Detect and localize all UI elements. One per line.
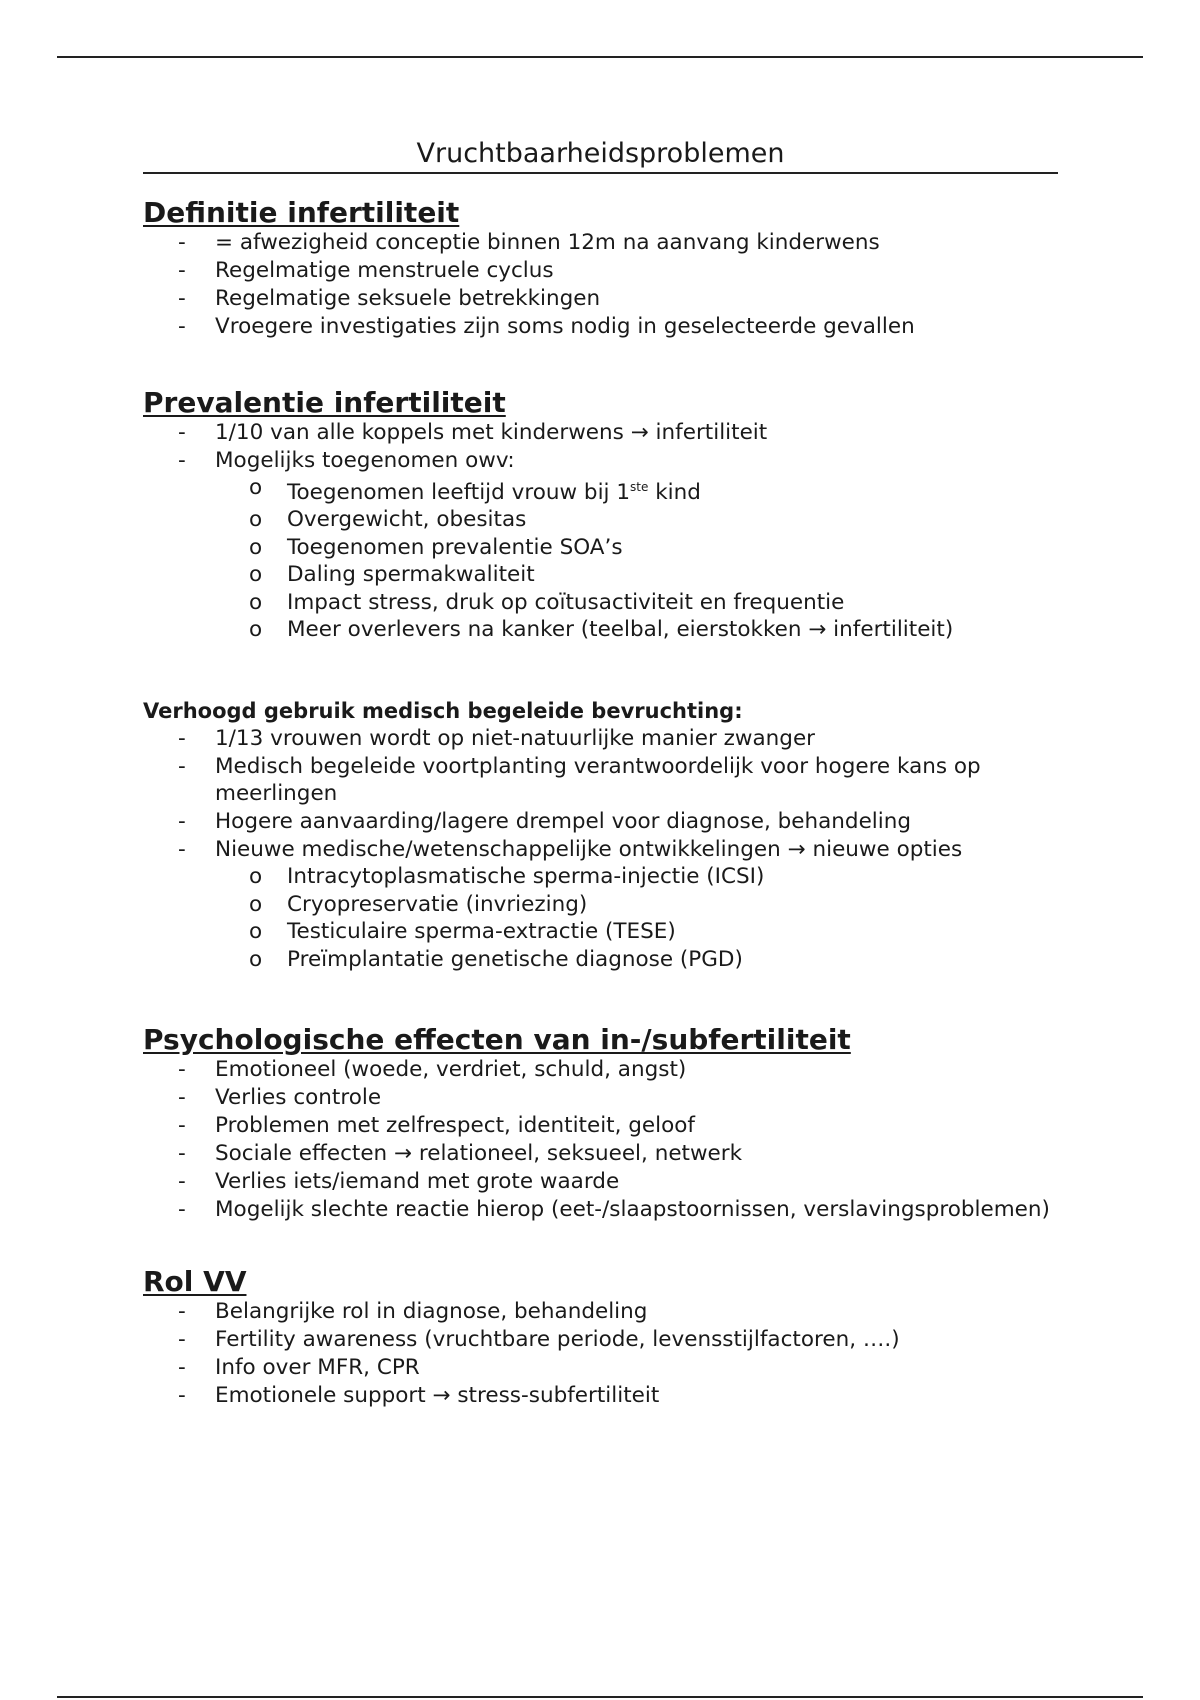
bullet-list bbox=[143, 725, 1058, 973]
list-item bbox=[143, 1326, 1058, 1353]
list-item bbox=[143, 1298, 1058, 1325]
sub-list-item-text: Meer overlevers na kanker (teelbal, eierstokken → infertiliteit) bbox=[287, 617, 954, 643]
list-item bbox=[143, 1056, 1058, 1083]
section-heading: Prevalentie infertiliteit bbox=[143, 386, 506, 420]
list-item bbox=[143, 285, 1058, 312]
list-item bbox=[143, 1168, 1058, 1195]
dash-bullet: - bbox=[178, 726, 186, 752]
sub-list-item bbox=[215, 891, 1058, 919]
dash-bullet: - bbox=[178, 1057, 186, 1083]
sub-list-item-text: Impact stress, druk op coïtusactiviteit en frequentie bbox=[287, 589, 845, 615]
list-item bbox=[143, 1354, 1058, 1381]
list-item-text: Hogere aanvaarding/lagere drempel voor diagnose, behandeling bbox=[215, 809, 912, 835]
section-heading: Psychologische effecten van in-/subfertiliteit bbox=[143, 1023, 851, 1057]
sub-bullet-list bbox=[215, 863, 1058, 973]
list-item-text: Mogelijks toegenomen owv: bbox=[215, 447, 515, 473]
list-item-text: Regelmatige seksuele betrekkingen bbox=[215, 286, 601, 312]
section-psychologisch bbox=[143, 1025, 1058, 1223]
list-item-text: Emotioneel (woede, verdriet, schuld, angst) bbox=[215, 1057, 687, 1083]
sub-list-item bbox=[215, 918, 1058, 946]
list-item bbox=[143, 257, 1058, 284]
list-item bbox=[143, 313, 1058, 340]
list-item bbox=[143, 753, 1058, 807]
list-item bbox=[143, 1084, 1058, 1111]
dash-bullet: - bbox=[178, 1298, 186, 1324]
dash-bullet: - bbox=[178, 258, 186, 284]
bullet-list bbox=[143, 419, 1058, 644]
list-item bbox=[143, 229, 1058, 256]
circle-bullet: o bbox=[249, 562, 263, 588]
circle-bullet: o bbox=[249, 891, 263, 917]
list-item-text: Regelmatige menstruele cyclus bbox=[215, 258, 554, 284]
document-title: Vruchtbaarheidsproblemen bbox=[143, 138, 1058, 174]
list-item bbox=[143, 1112, 1058, 1139]
sub-list-item bbox=[215, 616, 1058, 644]
list-item-text: Vroegere investigaties zijn soms nodig in geselecteerde gevallen bbox=[215, 314, 915, 340]
dash-bullet: - bbox=[178, 447, 186, 473]
sub-list-item-text: Toegenomen leeftijd vrouw bij 1ste kind bbox=[287, 479, 701, 505]
section-subheading: Verhoogd gebruik medisch begeleide bevruchting: bbox=[143, 698, 743, 723]
sub-list-item-text: Overgewicht, obesitas bbox=[287, 507, 527, 533]
dash-bullet: - bbox=[178, 314, 186, 340]
list-item bbox=[143, 419, 1058, 446]
sub-list-item bbox=[215, 561, 1058, 589]
dash-bullet: - bbox=[178, 286, 186, 312]
page-header-rule bbox=[57, 56, 1143, 58]
dash-bullet: - bbox=[178, 419, 186, 445]
dash-bullet: - bbox=[178, 1354, 186, 1380]
circle-bullet: o bbox=[249, 534, 263, 560]
list-item-text: 1/10 van alle koppels met kinderwens → infertiliteit bbox=[215, 419, 768, 445]
list-item bbox=[143, 447, 1058, 644]
document-body bbox=[143, 138, 1058, 1410]
section-definitie bbox=[143, 198, 1058, 340]
list-item-text: Fertility awareness (vruchtbare periode, levensstijlfactoren, ….) bbox=[215, 1326, 900, 1352]
sub-list-item-text: Daling spermakwaliteit bbox=[287, 562, 535, 588]
dash-bullet: - bbox=[178, 1141, 186, 1167]
list-item-text: Belangrijke rol in diagnose, behandeling bbox=[215, 1298, 648, 1324]
list-item-text: Medisch begeleide voortplanting verantwoordelijk voor hogere kans op meerlingen bbox=[215, 754, 981, 807]
dash-bullet: - bbox=[178, 1382, 186, 1408]
dash-bullet: - bbox=[178, 1197, 186, 1223]
circle-bullet: o bbox=[249, 474, 263, 500]
list-item-text: Emotionele support → stress-subfertiliteit bbox=[215, 1382, 660, 1408]
list-item-text: Problemen met zelfrespect, identiteit, geloof bbox=[215, 1113, 696, 1139]
list-item bbox=[143, 836, 1058, 973]
sub-list-item-text: Cryopreservatie (invriezing) bbox=[287, 891, 588, 917]
list-item bbox=[143, 725, 1058, 752]
dash-bullet: - bbox=[178, 1326, 186, 1352]
sub-list-item-text: Preïmplantatie genetische diagnose (PGD) bbox=[287, 946, 743, 972]
list-item-text: = afwezigheid conceptie binnen 12m na aanvang kinderwens bbox=[215, 230, 880, 256]
list-item-text: Mogelijk slechte reactie hierop (eet-/slaapstoornissen, verslavingsproblemen) bbox=[215, 1197, 1050, 1223]
list-item bbox=[143, 808, 1058, 835]
list-item-text: Nieuwe medische/wetenschappelijke ontwikkelingen → nieuwe opties bbox=[215, 837, 963, 863]
sub-list-item bbox=[215, 589, 1058, 617]
list-item-text: Verlies controle bbox=[215, 1085, 382, 1111]
sub-list-item bbox=[215, 946, 1058, 974]
list-item-text: Verlies iets/iemand met grote waarde bbox=[215, 1169, 620, 1195]
section-verhoogd-gebruik bbox=[143, 698, 1058, 973]
sub-list-item bbox=[215, 534, 1058, 562]
sub-bullet-list bbox=[215, 474, 1058, 644]
dash-bullet: - bbox=[178, 754, 186, 780]
list-item bbox=[143, 1140, 1058, 1167]
bullet-list bbox=[143, 1298, 1058, 1409]
circle-bullet: o bbox=[249, 919, 263, 945]
list-item bbox=[143, 1382, 1058, 1409]
dash-bullet: - bbox=[178, 1085, 186, 1111]
circle-bullet: o bbox=[249, 617, 263, 643]
list-item-text: Info over MFR, CPR bbox=[215, 1354, 420, 1380]
list-item-text: 1/13 vrouwen wordt op niet-natuurlijke manier zwanger bbox=[215, 726, 816, 752]
page-footer-rule bbox=[57, 1696, 1143, 1698]
list-item bbox=[143, 1196, 1058, 1223]
dash-bullet: - bbox=[178, 1113, 186, 1139]
bullet-list bbox=[143, 229, 1058, 340]
dash-bullet: - bbox=[178, 837, 186, 863]
bullet-list bbox=[143, 1056, 1058, 1223]
sub-list-item bbox=[215, 863, 1058, 891]
sub-list-item-text: Testiculaire sperma-extractie (TESE) bbox=[287, 919, 676, 945]
dash-bullet: - bbox=[178, 809, 186, 835]
sub-list-item-text: Intracytoplasmatische sperma-injectie (ICSI) bbox=[287, 864, 765, 890]
circle-bullet: o bbox=[249, 864, 263, 890]
sub-list-item bbox=[215, 506, 1058, 534]
section-rol-vv bbox=[143, 1267, 1058, 1409]
circle-bullet: o bbox=[249, 589, 263, 615]
section-heading: Rol VV bbox=[143, 1265, 247, 1299]
sub-list-item bbox=[215, 474, 1058, 507]
list-item-text: Sociale effecten → relationeel, seksueel, netwerk bbox=[215, 1141, 743, 1167]
sub-list-item-text: Toegenomen prevalentie SOA’s bbox=[287, 534, 623, 560]
dash-bullet: - bbox=[178, 1169, 186, 1195]
section-heading: Definitie infertiliteit bbox=[143, 196, 460, 230]
circle-bullet: o bbox=[249, 946, 263, 972]
dash-bullet: - bbox=[178, 230, 186, 256]
section-prevalentie bbox=[143, 388, 1058, 644]
circle-bullet: o bbox=[249, 507, 263, 533]
